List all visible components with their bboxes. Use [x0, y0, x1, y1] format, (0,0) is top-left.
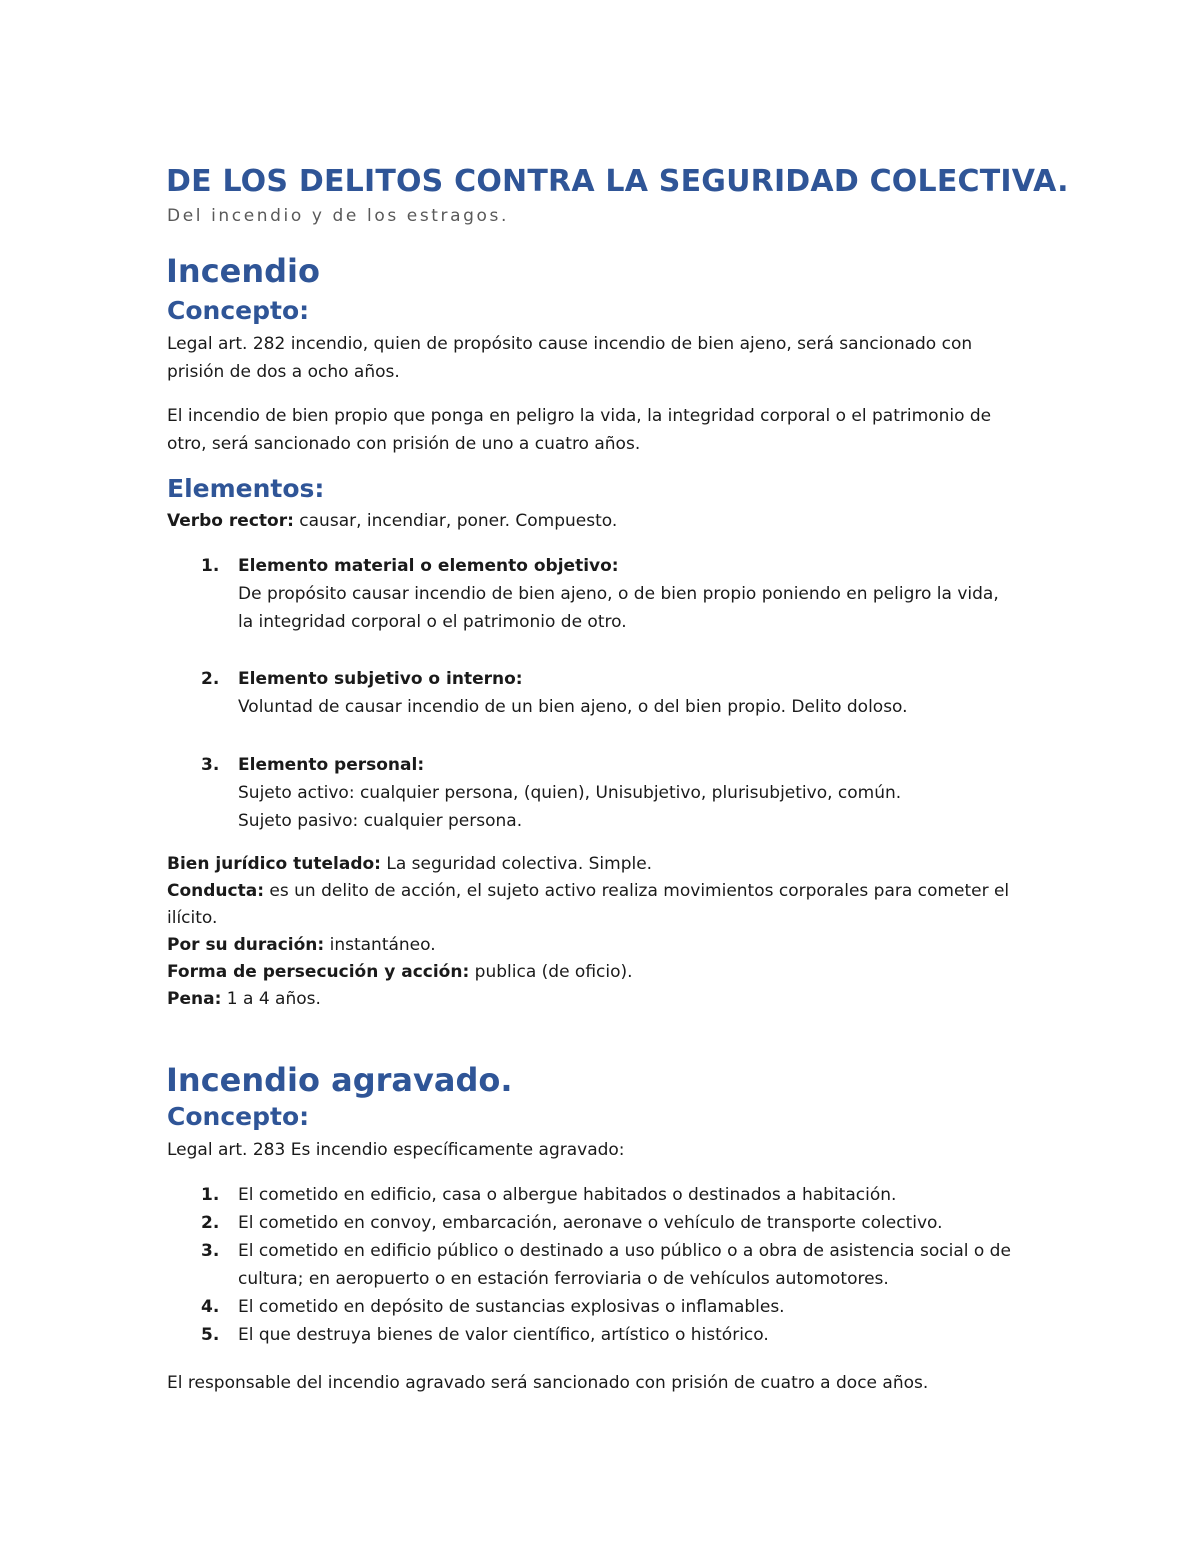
- document-subtitle: Del incendio y de los estragos.: [167, 206, 510, 226]
- list-item-title: Elemento material o elemento objetivo:: [238, 556, 619, 576]
- pena-text: 1 a 4 años.: [221, 989, 321, 1009]
- concepto-heading-2: Concepto:: [167, 1102, 310, 1131]
- concepto-paragraph-1: [167, 330, 972, 386]
- list-item-line: Voluntad de causar incendio de un bien ajeno, o del bien propio. Delito doloso.: [238, 697, 908, 717]
- list-item-elemento-material: [238, 552, 999, 636]
- list-item-title: Elemento personal:: [238, 755, 425, 775]
- section-heading-incendio-agravado: Incendio agravado.: [166, 1061, 513, 1099]
- verbo-rector-label: Verbo rector:: [167, 511, 294, 531]
- list-item-text: El que destruya bienes de valor científico, artístico o histórico.: [238, 1325, 769, 1345]
- list-number: 1.: [201, 1185, 220, 1205]
- list-item-text: El cometido en edificio público o destinado a uso público o a obra de asistencia social o de: [238, 1241, 1011, 1261]
- paragraph-line: El incendio de bien propio que ponga en peligro la vida, la integridad corporal o el patrimonio de: [167, 406, 992, 426]
- list-item-text: El cometido en depósito de sustancias explosivas o inflamables.: [238, 1297, 785, 1317]
- concepto-heading: Concepto:: [167, 296, 310, 325]
- document-title: DE LOS DELITOS CONTRA LA SEGURIDAD COLECTIVA.: [166, 164, 1069, 199]
- list-item: [201, 1293, 1011, 1321]
- bien-juridico-line: [167, 851, 1009, 878]
- pena-line: [167, 986, 1009, 1013]
- forma-line: [167, 959, 1009, 986]
- conducta-line-2: ilícito.: [167, 908, 218, 928]
- agravado-closing: El responsable del incendio agravado será sancionado con prisión de cuatro a doce años.: [167, 1373, 929, 1393]
- list-number: 2.: [201, 1213, 220, 1233]
- conducta-label: Conducta:: [167, 881, 265, 901]
- list-item: [201, 1209, 1011, 1237]
- list-item: [201, 1321, 1011, 1349]
- verbo-rector-text: causar, incendiar, poner. Compuesto.: [293, 511, 618, 531]
- list-item: [201, 1237, 1011, 1265]
- verbo-rector-line: [167, 507, 617, 535]
- list-number: 3.: [201, 1241, 220, 1261]
- list-item-text: El cometido en edificio, casa o albergue habitados o destinados a habitación.: [238, 1185, 897, 1205]
- list-number: 1.: [201, 556, 220, 576]
- elementos-heading: Elementos:: [167, 474, 325, 503]
- paragraph-line: otro, será sancionado con prisión de uno a cuatro años.: [167, 434, 641, 454]
- list-number: 2.: [201, 669, 220, 689]
- section-heading-incendio: Incendio: [166, 252, 320, 290]
- list-item-elemento-personal: [238, 751, 901, 835]
- list-item-elemento-subjetivo: [238, 665, 908, 721]
- list-item-line: la integridad corporal o el patrimonio de otro.: [238, 612, 627, 632]
- list-number: 3.: [201, 755, 220, 775]
- list-item-line: Sujeto activo: cualquier persona, (quien), Unisubjetivo, plurisubjetivo, común.: [238, 783, 902, 803]
- duracion-line: [167, 932, 1009, 959]
- agravado-intro: Legal art. 283 Es incendio específicamente agravado:: [167, 1140, 625, 1160]
- list-item-text: El cometido en convoy, embarcación, aeronave o vehículo de transporte colectivo.: [238, 1213, 943, 1233]
- duracion-label: Por su duración:: [167, 935, 325, 955]
- forma-label: Forma de persecución y acción:: [167, 962, 470, 982]
- bien-juridico-label: Bien jurídico tutelado:: [167, 854, 381, 874]
- paragraph-line: prisión de dos a ocho años.: [167, 362, 400, 382]
- duracion-text: instantáneo.: [324, 935, 436, 955]
- list-item-line: Sujeto pasivo: cualquier persona.: [238, 811, 523, 831]
- pena-label: Pena:: [167, 989, 222, 1009]
- list-item: [201, 1181, 1011, 1209]
- list-number: 4.: [201, 1297, 220, 1317]
- forma-text: publica (de oficio).: [469, 962, 633, 982]
- bien-juridico-text: La seguridad colectiva. Simple.: [380, 854, 653, 874]
- conducta-line: [167, 878, 1009, 905]
- paragraph-line: Legal art. 282 incendio, quien de propósito cause incendio de bien ajeno, será sancionado con: [167, 334, 973, 354]
- list-item-line: De propósito causar incendio de bien ajeno, o de bien propio poniendo en peligro la vida,: [238, 584, 999, 604]
- list-number: 5.: [201, 1325, 220, 1345]
- list-item-continuation: cultura; en aeropuerto o en estación ferroviaria o de vehículos automotores.: [238, 1269, 889, 1289]
- conducta-text: es un delito de acción, el sujeto activo realiza movimientos corporales para cometer el: [264, 881, 1010, 901]
- concepto-paragraph-2: [167, 402, 991, 458]
- properties-block: [167, 851, 1009, 1013]
- agravado-list: [201, 1181, 1011, 1349]
- list-item-title: Elemento subjetivo o interno:: [238, 669, 523, 689]
